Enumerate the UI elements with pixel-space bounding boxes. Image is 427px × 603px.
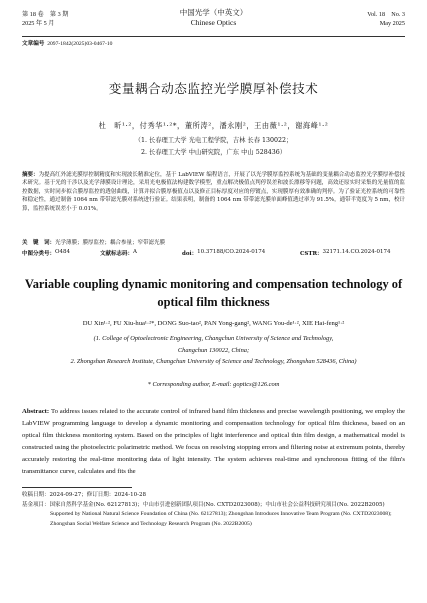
authors-en: DU Xin¹·², FU Xiu-hua¹·²*, DONG Suo-tao², PAN Yong-gang², WANG You-de¹·², XIE Hai-feng¹·²: [82, 320, 345, 327]
cstr-value: 32171.14.CO.2024-0174: [322, 249, 391, 255]
affiliation-cn-1: （1. 长春理工大学 光电工程学院，吉林 长春 130022；: [134, 137, 293, 144]
volume-issue-cn: 第 18 卷 第 3 期: [22, 11, 69, 18]
running-header: [22, 8, 405, 36]
doi[interactable]: [182, 249, 266, 257]
clc-value: O484: [55, 249, 71, 255]
header-center: [22, 8, 405, 28]
keywords-cn-text: 光学薄膜；膜厚监控；耦合参量；窄带滤光膜: [55, 240, 166, 246]
document-code-value: A: [133, 249, 137, 255]
clc-label: 中图分类号：: [22, 251, 56, 257]
footnote-rule: [22, 487, 132, 488]
article-number-label: 文章编号: [22, 41, 45, 47]
abstract-en-label: Abstract:: [22, 408, 50, 415]
abstract-cn: [22, 171, 405, 213]
title-en-line-2: optical film thickness: [157, 295, 270, 309]
title-cn: 变量耦合动态监控光学膜厚补偿技术: [108, 81, 319, 96]
doi-value[interactable]: 10.37188/CO.2024-0174: [197, 249, 266, 255]
footnotes: [22, 491, 405, 529]
doi-label: doi：: [182, 251, 198, 257]
fund-label: 基金项目：: [22, 501, 50, 508]
abstract-en: [22, 406, 405, 477]
received-date: [22, 491, 405, 501]
affiliations-cn: [0, 135, 427, 159]
document-code: [100, 249, 137, 257]
clc-number: [22, 249, 71, 257]
journal-name-cn: 中国光学（中英文）: [179, 8, 248, 17]
volume-issue-en: Vol. 18 No. 3: [367, 11, 405, 18]
abstract-cn-text: 为提高红外滤光膜厚控制精度和实现波长精准定位，基于 LabVIEW 编程语言，开展了以光学膜厚监控系统为基础的变量耦合动态监控光学膜厚补偿技术研究。基于光的干涉以及光学薄膜设计理论，采用光电极值法构建数学模型，重点解决极值点判停误差和波长漂移等问题，高效还原实时采集的光量值的监控数据，实时同步拟合膜厚监控的透射曲线，计算并拟合膜厚极值点以及修正目标厚度对应的停镀点，实现膜厚有效准确的判停。为了验证光控系统的可靠性和稳定性，通过制备 1064 nm 带带滤光膜对系统进行验证。结果表明，制备的 1064 nm 带带滤光膜单面峰值透过率为 91.5%，通带半宽度为 5 nm，校计算，监控系统误差小于 0.01%。: [22, 172, 405, 212]
affiliation-cn-2: 2. 长春理工大学 中山研究院，广东 中山 528436）: [140, 149, 287, 156]
keywords-cn: [22, 238, 405, 246]
cstr-label: CSTR：: [300, 251, 323, 257]
journal-name-en: Chinese Optics: [190, 18, 237, 27]
date-cn: 2025 年 5 月: [22, 20, 55, 27]
cstr: [300, 249, 391, 257]
affiliation-en-2: 2. Zhongshan Research Institute, Changchun University of Science and Technology, Zhongshan 528436, China): [70, 358, 357, 365]
document-code-label: 文献标志码：: [100, 251, 134, 257]
keywords-cn-label: 关 键 词：: [22, 240, 56, 246]
affiliation-en-1: (1. College of Optoelectronic Engineering, Changchun University of Science and Technology,: [93, 335, 334, 342]
header-rule: [22, 36, 405, 37]
affiliation-en-1-cont: Changchun 130022, China;: [177, 346, 250, 354]
title-en: [0, 275, 427, 311]
corresponding-author: * Corresponding author, E-mail: goptics@126.com: [147, 381, 280, 388]
header-right: [367, 10, 405, 28]
received-label: 收稿日期：: [22, 492, 50, 498]
fund-en-text: Supported by National Natural Science Foundation of China (No. 62127813); Zhongshan Introduces Innovative Team Program (No. CXTD2023008); Zhongshan Social Welfare Science and Technology Research Program (No. 2022B2005): [50, 511, 392, 527]
title-en-line-1: Variable coupling dynamic monitoring and compensation technology of: [24, 277, 403, 291]
received-value: 2024-09-27；修订日期：2024-10-28: [49, 492, 146, 498]
fund-cn-text: 国家自然科学基金(No. 62127813)；中山市引进创新团队项目(No. CXTD2023008)；中山市社会公益科技研究项目(No. 2022B2005): [49, 501, 385, 508]
article-number-value: 2097-1842(2025)03-0467-10: [47, 41, 113, 47]
article-number: [22, 39, 112, 47]
affiliations-en: [30, 333, 397, 368]
abstract-en-text: To address issues related to the accurate control of infrared band film thickness and precise wavelength positioning, we employ the LabVIEW programming language to develop a dynamic monitoring and compensation technology for optical film thickness, based on an optical film thickness monitoring system. Based on the principles of light interference and optical thin film design, a mathematical model is constructed using the photoelectric polarimetric method. We focus on resolving stopping errors and filtering noise at extremum points, thereby accurately restoring the real-time monitoring data of light intensity. The system achieves real-time and synchronous fitting of the film's transmittance curve, calculates and fits the: [22, 408, 406, 475]
date-en: May 2025: [379, 20, 405, 27]
fund-info: [22, 501, 405, 511]
abstract-cn-label: 摘要：: [22, 172, 39, 178]
authors-cn: 杜 昕¹·²，付秀华¹·²*，董所涛²，潘永刚²，王由薇¹·²，谢海峰¹·²: [98, 121, 329, 130]
